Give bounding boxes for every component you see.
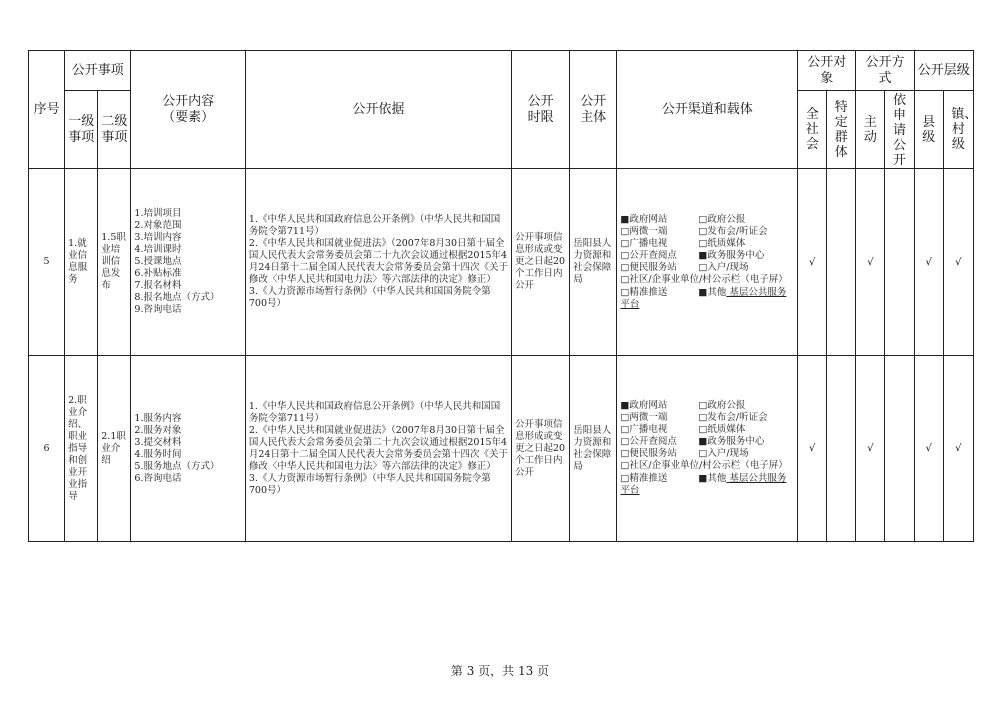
header-level2: 二级事项 [98, 91, 131, 169]
row-level2: 2.1职业介绍 [98, 356, 131, 542]
row-check-target-all: √ [798, 356, 827, 542]
row-seq: 6 [29, 356, 65, 542]
row-time-limit: 公开事项信息形成或变更之日起20个工作日内公开 [511, 169, 569, 356]
row-level1: 1.就业信息服务 [65, 169, 98, 356]
row-subject: 岳阳县人力资源和社会保障局 [570, 169, 617, 356]
header-mode-active: 主动 [856, 91, 885, 169]
row-time-limit: 公开事项信息形成或变更之日起20个工作日内公开 [511, 356, 569, 542]
header-target: 公开对象 [798, 51, 856, 91]
header-level: 公开层级 [914, 51, 973, 91]
row-check-level-town: √ [943, 356, 973, 542]
row-check-level-town: √ [943, 169, 973, 356]
row-seq: 5 [29, 169, 65, 356]
row-check-target-group [827, 169, 856, 356]
row-check-mode-active: √ [856, 356, 885, 542]
header-content: 公开内容（要素） [131, 51, 245, 169]
row-basis: 1.《中华人民共和国政府信息公开条例》（中华人民共和国国务院令第711号） 2.《中华人民共和国就业促进法》（2007年8月30日第十届全国人民代表大会常务委员会第二十九次会议通过根据2015年4月24日第十二届全国人民代表大会常务委员会第十四次《关于修改〈中华人民共和国电力法〉等六部法律的决定》修正） 3.《人力资源市场暂行条例》（中华人民共和国国务院令第700号） [245, 356, 511, 542]
table-row [29, 169, 974, 356]
header-mode-apply: 依申请公开 [885, 91, 914, 169]
header-target-all: 全社会 [798, 91, 827, 169]
disclosure-table [28, 50, 978, 542]
header-target-group: 特定群体 [827, 91, 856, 169]
row-check-mode-apply [885, 169, 914, 356]
row-content: 1.培训项目 2.对象范围 3.培训内容 4.培训课时 5.授课地点 6.补贴标准 7.报名材料 8.报名地点（方式） 9.咨询电话 [131, 169, 245, 356]
header-seq: 序号 [29, 51, 65, 169]
row-basis: 1.《中华人民共和国政府信息公开条例》（中华人民共和国国务院令第711号） 2.《中华人民共和国就业促进法》（2007年8月30日第十届全国人民代表大会常务委员会第二十九次会议通过根据2015年4月24日第十二届全国人民代表大会常务委员会第十四次《关于修改〈中华人民共和国电力法〉等六部法律的决定》修正） 3.《人力资源市场暂行条例》（中华人民共和国国务院令第700号） [245, 169, 511, 356]
row-channel: ■政府网站 □政府公报 □两微一端 □发布会/听证会 □广播电视 □纸质媒体 □公开查阅点 ■政务服务中心 □便民服务站 □入户/现场 □社区/企事业单位/村公示栏（电子屏） □精准推送 ■其他 基层公共服务平台 [617, 169, 798, 356]
row-channel: ■政府网站 □政府公报 □两微一端 □发布会/听证会 □广播电视 □纸质媒体 □公开查阅点 ■政务服务中心 □便民服务站 □入户/现场 □社区/企事业单位/村公示栏（电子屏） □精准推送 ■其他 基层公共服务平台 [617, 356, 798, 542]
table-row [29, 356, 974, 542]
header-mode: 公开方式 [856, 51, 914, 91]
header-level-county: 县级 [914, 91, 943, 169]
header-level-town: 镇、村级 [943, 91, 973, 169]
row-level1: 2.职业介绍、职业指导和创业开业指导 [65, 356, 98, 542]
row-level2: 1.5职业培训信息发布 [98, 169, 131, 356]
header-time-limit: 公开时限 [511, 51, 569, 169]
row-content: 1.服务内容 2.服务对象 3.提交材料 4.服务时间 5.服务地点（方式） 6.咨询电话 [131, 356, 245, 542]
header-subject: 公开主体 [570, 51, 617, 169]
row-check-mode-active: √ [856, 169, 885, 356]
header-level1: 一级事项 [65, 91, 98, 169]
row-subject: 岳阳县人力资源和社会保障局 [570, 356, 617, 542]
header-channel: 公开渠道和载体 [617, 51, 798, 169]
header-basis: 公开依据 [245, 51, 511, 169]
row-check-level-county: √ [914, 356, 943, 542]
row-check-target-all: √ [798, 169, 827, 356]
page-footer: 第 3 页，共 13 页 [450, 664, 550, 678]
row-check-level-county: √ [914, 169, 943, 356]
row-check-mode-apply [885, 356, 914, 542]
row-check-target-group [827, 356, 856, 542]
header-public-items: 公开事项 [65, 51, 131, 91]
